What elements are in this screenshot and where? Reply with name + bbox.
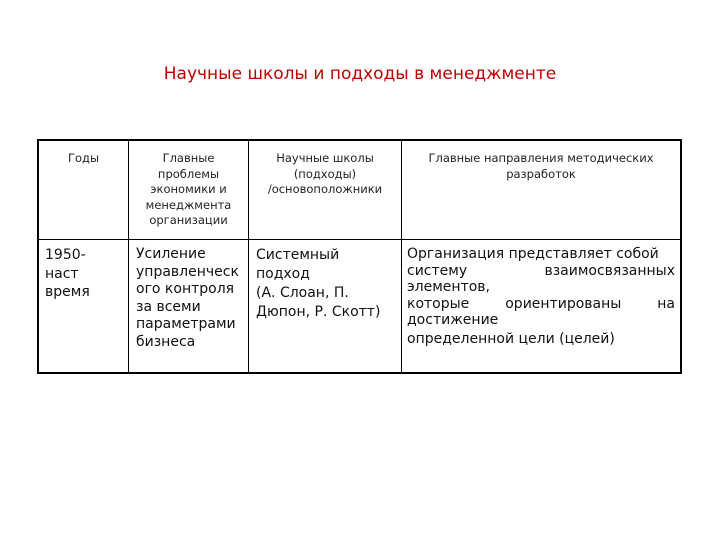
header-line: (подходы) (293, 166, 357, 181)
cell-line: наст (45, 265, 79, 282)
header-line: /основоположники (267, 182, 383, 196)
cell-line: управленческ (136, 263, 239, 280)
cell-line: определенной цели (целей) (407, 330, 615, 347)
header-line: экономики и (150, 182, 227, 196)
header-years (39, 151, 128, 167)
cell-directions (407, 246, 675, 347)
cell-line: элементов, (407, 279, 490, 295)
cell-line: за всеми (136, 298, 201, 315)
cell-schools (256, 246, 398, 322)
header-line: разработок (506, 166, 576, 181)
cell-line: время (45, 284, 90, 300)
header-schools (249, 151, 401, 198)
cell-line: ого контроля (136, 281, 235, 297)
header-divider (39, 239, 680, 240)
header-line: менеджмента (145, 197, 232, 212)
header-line: проблемы (157, 166, 220, 181)
cell-line: систему взаимосвязанных (407, 262, 675, 279)
cell-line: Усиление (136, 246, 206, 262)
schools-table (37, 139, 682, 374)
header-line: Главные (162, 151, 215, 165)
cell-line: Дюпон, Р. Скотт) (256, 304, 381, 320)
cell-line: которые ориентированы на (407, 295, 675, 312)
cell-line: параметрами (136, 316, 236, 332)
cell-line: (А. Слоан, П. (256, 285, 349, 301)
cell-years (45, 246, 125, 302)
cell-problems (136, 246, 246, 351)
cell-line: подход (256, 266, 310, 282)
header-line: Годы (67, 151, 100, 165)
header-line: организации (149, 213, 228, 227)
cell-line: 1950- (45, 247, 86, 263)
header-directions (402, 151, 680, 182)
slide-title: Научные школы и подходы в менеджменте (163, 64, 557, 84)
cell-line: Системный (256, 247, 340, 263)
header-problems (129, 151, 248, 229)
cell-line: бизнеса (136, 333, 196, 350)
cell-line: достижение (407, 312, 499, 328)
header-line: Главные направления методических (428, 151, 654, 165)
cell-line: Организация представляет собой (407, 246, 659, 262)
header-line: Научные школы (276, 151, 374, 165)
